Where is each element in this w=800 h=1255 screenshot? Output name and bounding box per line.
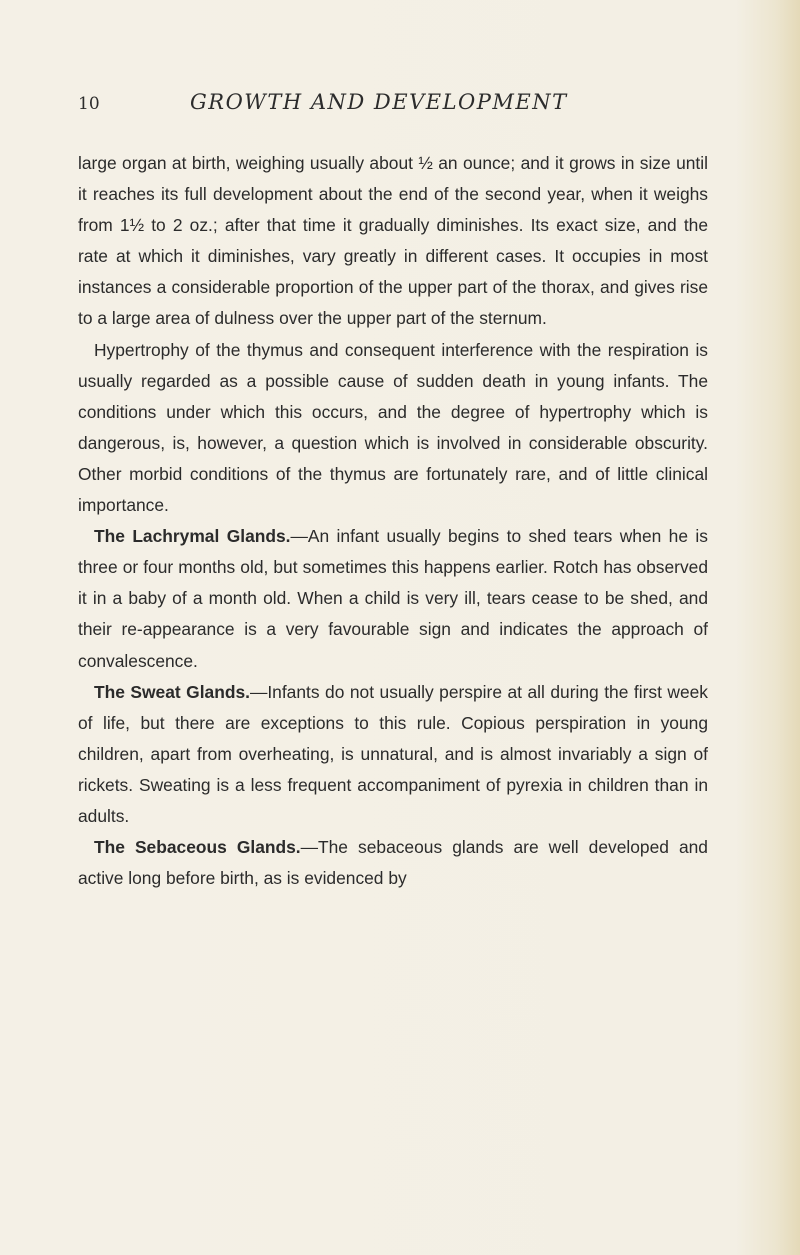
paragraph [78, 148, 708, 335]
paragraph-text: Hypertrophy of the thymus and consequent interference with the respiration is usually regarded as a possible cause of sudden death in young infants. The conditions under which this occurs, and the degree of hypertrophy which is dangerous, is, however, a question which is involved in considerable obscurity. Other morbid conditions of the thymus are fortunately rare, and of little clinical importance. [78, 339, 708, 516]
page-header [78, 90, 718, 124]
paragraph-text: —The sebaceous glands are well developed and active long before birth, as is evidenced by [78, 837, 708, 889]
paragraph [78, 521, 708, 676]
running-title: GROWTH AND DEVELOPMENT [190, 90, 568, 114]
paragraph-heading-sweat: The Sweat Glands. [94, 681, 250, 702]
paragraph-heading-lachrymal: The Lachrymal Glands. [94, 526, 291, 547]
paragraph-text: large organ at birth, weighing usually about ½ an ounce; and it grows in size until it reaches its full development about the end of the second year, when it weighs from 1½ to 2 oz.; after that time it gradually diminishes. Its exact size, and the rate at which it diminishes, vary greatly in different cases. It occupies in most instances a considerable proportion of the upper part of the thorax, and gives rise to a large area of dulness over the upper part of the sternum. [78, 153, 708, 329]
paragraph-text: —Infants do not usually perspire at all during the first week of life, but there are exceptions to this rule. Copious perspiration in young children, apart from overheating, is unnatural, and is almost invariably a sign of rickets. Sweating is a less frequent accompaniment of pyrexia in children than in adults. [78, 681, 708, 826]
paragraph-text: —An infant usually begins to shed tears when he is three or four months old, but sometimes this happens earlier. Rotch has observed it in a baby of a month old. When a child is very ill, tears cease to be shed, and their re-appearance is a very favourable sign and indicates the approach of convalescence. [78, 526, 708, 671]
body-text [78, 148, 708, 894]
paragraph [78, 832, 708, 894]
page-number: 10 [78, 94, 100, 114]
paragraph [78, 677, 708, 832]
paragraph-heading-sebaceous: The Sebaceous Glands. [94, 837, 301, 858]
paragraph [78, 335, 708, 522]
